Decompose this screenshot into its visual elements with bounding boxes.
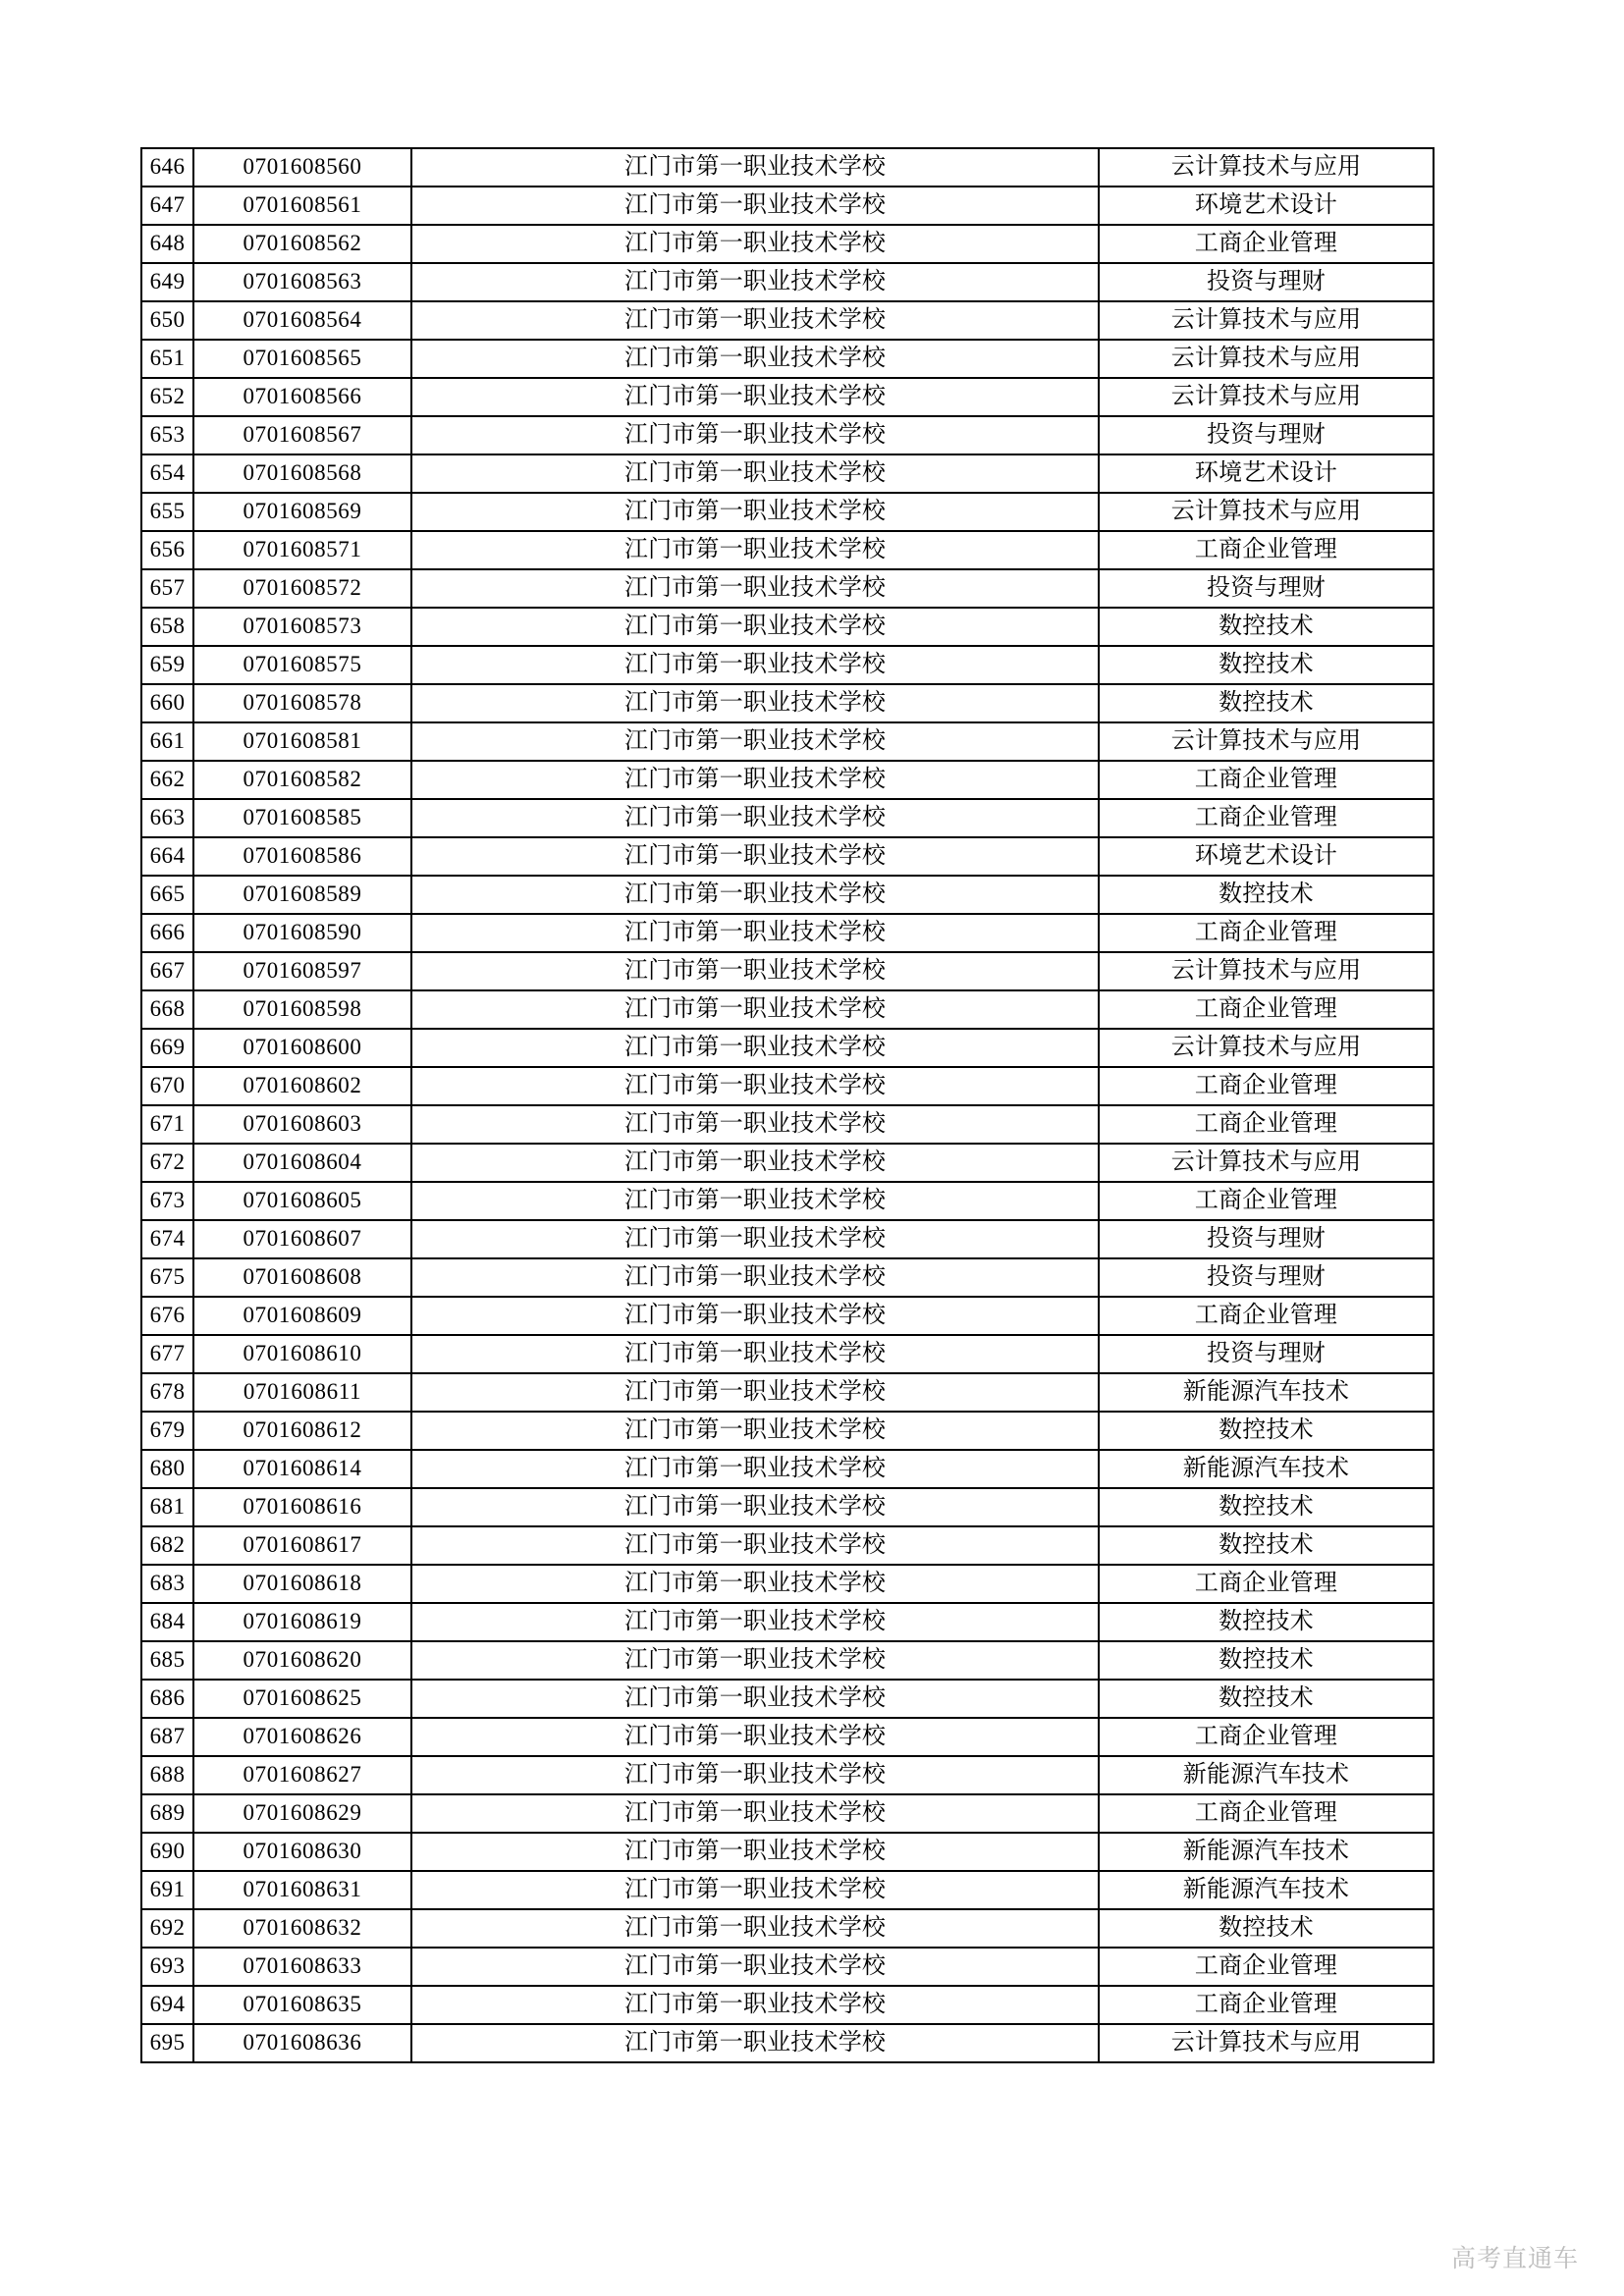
cell-sequence-number: 681 xyxy=(141,1488,193,1526)
cell-major-name: 工商企业管理 xyxy=(1099,1718,1434,1756)
cell-sequence-number: 695 xyxy=(141,2024,193,2062)
cell-major-name: 环境艺术设计 xyxy=(1099,454,1434,493)
table-row xyxy=(141,1450,1434,1488)
cell-candidate-id: 0701608581 xyxy=(193,722,411,761)
cell-school-name: 江门市第一职业技术学校 xyxy=(411,1373,1099,1412)
cell-major-name: 云计算技术与应用 xyxy=(1099,378,1434,416)
cell-major-name: 投资与理财 xyxy=(1099,1335,1434,1373)
cell-sequence-number: 648 xyxy=(141,225,193,263)
table-row xyxy=(141,684,1434,722)
cell-school-name: 江门市第一职业技术学校 xyxy=(411,148,1099,187)
cell-sequence-number: 669 xyxy=(141,1029,193,1067)
table-row xyxy=(141,1412,1434,1450)
cell-school-name: 江门市第一职业技术学校 xyxy=(411,1450,1099,1488)
cell-school-name: 江门市第一职业技术学校 xyxy=(411,378,1099,416)
table-row xyxy=(141,1794,1434,1833)
table-row xyxy=(141,1565,1434,1603)
cell-candidate-id: 0701608562 xyxy=(193,225,411,263)
cell-school-name: 江门市第一职业技术学校 xyxy=(411,1909,1099,1948)
table-row xyxy=(141,493,1434,531)
cell-sequence-number: 679 xyxy=(141,1412,193,1450)
cell-candidate-id: 0701608618 xyxy=(193,1565,411,1603)
cell-candidate-id: 0701608575 xyxy=(193,646,411,684)
cell-candidate-id: 0701608627 xyxy=(193,1756,411,1794)
cell-school-name: 江门市第一职业技术学校 xyxy=(411,990,1099,1029)
table-row xyxy=(141,531,1434,569)
cell-major-name: 工商企业管理 xyxy=(1099,1182,1434,1220)
cell-major-name: 新能源汽车技术 xyxy=(1099,1756,1434,1794)
cell-school-name: 江门市第一职业技术学校 xyxy=(411,684,1099,722)
cell-sequence-number: 690 xyxy=(141,1833,193,1871)
cell-major-name: 数控技术 xyxy=(1099,876,1434,914)
cell-sequence-number: 682 xyxy=(141,1526,193,1565)
cell-school-name: 江门市第一职业技术学校 xyxy=(411,799,1099,837)
cell-candidate-id: 0701608569 xyxy=(193,493,411,531)
cell-major-name: 工商企业管理 xyxy=(1099,225,1434,263)
cell-candidate-id: 0701608561 xyxy=(193,187,411,225)
cell-major-name: 数控技术 xyxy=(1099,1641,1434,1680)
table-row xyxy=(141,1680,1434,1718)
cell-school-name: 江门市第一职业技术学校 xyxy=(411,531,1099,569)
cell-major-name: 工商企业管理 xyxy=(1099,1986,1434,2024)
cell-sequence-number: 654 xyxy=(141,454,193,493)
cell-candidate-id: 0701608633 xyxy=(193,1948,411,1986)
cell-candidate-id: 0701608602 xyxy=(193,1067,411,1105)
cell-school-name: 江门市第一职业技术学校 xyxy=(411,1029,1099,1067)
cell-major-name: 工商企业管理 xyxy=(1099,531,1434,569)
cell-candidate-id: 0701608586 xyxy=(193,837,411,876)
table-row xyxy=(141,1029,1434,1067)
table-row xyxy=(141,1871,1434,1909)
cell-sequence-number: 664 xyxy=(141,837,193,876)
cell-school-name: 江门市第一职业技术学校 xyxy=(411,952,1099,990)
cell-major-name: 云计算技术与应用 xyxy=(1099,722,1434,761)
cell-school-name: 江门市第一职业技术学校 xyxy=(411,493,1099,531)
cell-sequence-number: 691 xyxy=(141,1871,193,1909)
cell-candidate-id: 0701608614 xyxy=(193,1450,411,1488)
cell-school-name: 江门市第一职业技术学校 xyxy=(411,1986,1099,2024)
cell-sequence-number: 665 xyxy=(141,876,193,914)
table-row xyxy=(141,1986,1434,2024)
cell-school-name: 江门市第一职业技术学校 xyxy=(411,646,1099,684)
cell-sequence-number: 677 xyxy=(141,1335,193,1373)
cell-school-name: 江门市第一职业技术学校 xyxy=(411,1105,1099,1144)
cell-candidate-id: 0701608616 xyxy=(193,1488,411,1526)
cell-major-name: 工商企业管理 xyxy=(1099,1948,1434,1986)
table-row xyxy=(141,1105,1434,1144)
cell-sequence-number: 659 xyxy=(141,646,193,684)
cell-major-name: 云计算技术与应用 xyxy=(1099,1144,1434,1182)
table-row xyxy=(141,1909,1434,1948)
cell-major-name: 云计算技术与应用 xyxy=(1099,301,1434,340)
table-row xyxy=(141,1182,1434,1220)
cell-school-name: 江门市第一职业技术学校 xyxy=(411,225,1099,263)
cell-candidate-id: 0701608611 xyxy=(193,1373,411,1412)
cell-sequence-number: 655 xyxy=(141,493,193,531)
cell-sequence-number: 692 xyxy=(141,1909,193,1948)
cell-major-name: 工商企业管理 xyxy=(1099,1067,1434,1105)
cell-school-name: 江门市第一职业技术学校 xyxy=(411,1794,1099,1833)
cell-sequence-number: 656 xyxy=(141,531,193,569)
cell-candidate-id: 0701608585 xyxy=(193,799,411,837)
table-row xyxy=(141,263,1434,301)
cell-major-name: 工商企业管理 xyxy=(1099,1794,1434,1833)
cell-candidate-id: 0701608597 xyxy=(193,952,411,990)
cell-sequence-number: 651 xyxy=(141,340,193,378)
cell-candidate-id: 0701608571 xyxy=(193,531,411,569)
cell-school-name: 江门市第一职业技术学校 xyxy=(411,187,1099,225)
admission-roster-table xyxy=(140,147,1435,2063)
cell-candidate-id: 0701608582 xyxy=(193,761,411,799)
table-row xyxy=(141,876,1434,914)
cell-sequence-number: 657 xyxy=(141,569,193,608)
cell-sequence-number: 680 xyxy=(141,1450,193,1488)
cell-candidate-id: 0701608598 xyxy=(193,990,411,1029)
cell-school-name: 江门市第一职业技术学校 xyxy=(411,2024,1099,2062)
cell-major-name: 工商企业管理 xyxy=(1099,799,1434,837)
table-row xyxy=(141,225,1434,263)
cell-candidate-id: 0701608578 xyxy=(193,684,411,722)
roster-table-container xyxy=(140,147,1433,2063)
cell-candidate-id: 0701608608 xyxy=(193,1258,411,1297)
cell-school-name: 江门市第一职业技术学校 xyxy=(411,1067,1099,1105)
table-row xyxy=(141,340,1434,378)
table-row xyxy=(141,1258,1434,1297)
table-row xyxy=(141,914,1434,952)
table-row xyxy=(141,1948,1434,1986)
cell-major-name: 工商企业管理 xyxy=(1099,990,1434,1029)
cell-school-name: 江门市第一职业技术学校 xyxy=(411,416,1099,454)
cell-sequence-number: 678 xyxy=(141,1373,193,1412)
cell-sequence-number: 649 xyxy=(141,263,193,301)
cell-school-name: 江门市第一职业技术学校 xyxy=(411,1833,1099,1871)
cell-candidate-id: 0701608630 xyxy=(193,1833,411,1871)
cell-candidate-id: 0701608573 xyxy=(193,608,411,646)
cell-school-name: 江门市第一职业技术学校 xyxy=(411,1144,1099,1182)
cell-sequence-number: 653 xyxy=(141,416,193,454)
cell-candidate-id: 0701608605 xyxy=(193,1182,411,1220)
cell-sequence-number: 694 xyxy=(141,1986,193,2024)
cell-major-name: 新能源汽车技术 xyxy=(1099,1450,1434,1488)
cell-sequence-number: 666 xyxy=(141,914,193,952)
table-row xyxy=(141,1488,1434,1526)
table-row xyxy=(141,952,1434,990)
cell-major-name: 工商企业管理 xyxy=(1099,1565,1434,1603)
cell-sequence-number: 667 xyxy=(141,952,193,990)
cell-candidate-id: 0701608600 xyxy=(193,1029,411,1067)
cell-major-name: 数控技术 xyxy=(1099,1412,1434,1450)
cell-candidate-id: 0701608610 xyxy=(193,1335,411,1373)
cell-major-name: 数控技术 xyxy=(1099,1909,1434,1948)
table-row xyxy=(141,301,1434,340)
cell-major-name: 云计算技术与应用 xyxy=(1099,493,1434,531)
table-row xyxy=(141,1220,1434,1258)
table-row xyxy=(141,416,1434,454)
table-row xyxy=(141,378,1434,416)
cell-major-name: 数控技术 xyxy=(1099,1488,1434,1526)
table-row xyxy=(141,722,1434,761)
cell-sequence-number: 647 xyxy=(141,187,193,225)
cell-school-name: 江门市第一职业技术学校 xyxy=(411,1565,1099,1603)
cell-candidate-id: 0701608565 xyxy=(193,340,411,378)
cell-candidate-id: 0701608625 xyxy=(193,1680,411,1718)
cell-major-name: 新能源汽车技术 xyxy=(1099,1373,1434,1412)
cell-candidate-id: 0701608626 xyxy=(193,1718,411,1756)
cell-school-name: 江门市第一职业技术学校 xyxy=(411,761,1099,799)
cell-major-name: 投资与理财 xyxy=(1099,569,1434,608)
cell-major-name: 工商企业管理 xyxy=(1099,1297,1434,1335)
cell-sequence-number: 687 xyxy=(141,1718,193,1756)
cell-major-name: 数控技术 xyxy=(1099,1680,1434,1718)
table-row xyxy=(141,569,1434,608)
cell-major-name: 投资与理财 xyxy=(1099,416,1434,454)
table-row xyxy=(141,799,1434,837)
cell-major-name: 投资与理财 xyxy=(1099,1220,1434,1258)
cell-school-name: 江门市第一职业技术学校 xyxy=(411,722,1099,761)
cell-school-name: 江门市第一职业技术学校 xyxy=(411,914,1099,952)
table-row xyxy=(141,1335,1434,1373)
table-row xyxy=(141,1297,1434,1335)
cell-sequence-number: 670 xyxy=(141,1067,193,1105)
cell-candidate-id: 0701608568 xyxy=(193,454,411,493)
cell-major-name: 云计算技术与应用 xyxy=(1099,1029,1434,1067)
cell-school-name: 江门市第一职业技术学校 xyxy=(411,1641,1099,1680)
cell-candidate-id: 0701608607 xyxy=(193,1220,411,1258)
cell-major-name: 工商企业管理 xyxy=(1099,914,1434,952)
cell-candidate-id: 0701608619 xyxy=(193,1603,411,1641)
table-row xyxy=(141,1756,1434,1794)
table-row xyxy=(141,761,1434,799)
cell-major-name: 投资与理财 xyxy=(1099,1258,1434,1297)
table-row xyxy=(141,1833,1434,1871)
cell-major-name: 数控技术 xyxy=(1099,608,1434,646)
cell-school-name: 江门市第一职业技术学校 xyxy=(411,1948,1099,1986)
cell-candidate-id: 0701608620 xyxy=(193,1641,411,1680)
cell-school-name: 江门市第一职业技术学校 xyxy=(411,1871,1099,1909)
cell-school-name: 江门市第一职业技术学校 xyxy=(411,1603,1099,1641)
cell-school-name: 江门市第一职业技术学校 xyxy=(411,1297,1099,1335)
cell-sequence-number: 693 xyxy=(141,1948,193,1986)
table-row xyxy=(141,1718,1434,1756)
cell-school-name: 江门市第一职业技术学校 xyxy=(411,1526,1099,1565)
cell-candidate-id: 0701608629 xyxy=(193,1794,411,1833)
cell-sequence-number: 661 xyxy=(141,722,193,761)
cell-school-name: 江门市第一职业技术学校 xyxy=(411,876,1099,914)
cell-candidate-id: 0701608603 xyxy=(193,1105,411,1144)
cell-school-name: 江门市第一职业技术学校 xyxy=(411,1258,1099,1297)
cell-major-name: 工商企业管理 xyxy=(1099,1105,1434,1144)
cell-candidate-id: 0701608572 xyxy=(193,569,411,608)
cell-major-name: 环境艺术设计 xyxy=(1099,187,1434,225)
cell-school-name: 江门市第一职业技术学校 xyxy=(411,1680,1099,1718)
cell-sequence-number: 650 xyxy=(141,301,193,340)
cell-school-name: 江门市第一职业技术学校 xyxy=(411,1220,1099,1258)
cell-sequence-number: 688 xyxy=(141,1756,193,1794)
cell-sequence-number: 674 xyxy=(141,1220,193,1258)
cell-school-name: 江门市第一职业技术学校 xyxy=(411,1718,1099,1756)
table-row xyxy=(141,608,1434,646)
cell-major-name: 云计算技术与应用 xyxy=(1099,952,1434,990)
cell-school-name: 江门市第一职业技术学校 xyxy=(411,263,1099,301)
roster-table-body xyxy=(141,148,1434,2062)
cell-sequence-number: 663 xyxy=(141,799,193,837)
cell-sequence-number: 686 xyxy=(141,1680,193,1718)
cell-school-name: 江门市第一职业技术学校 xyxy=(411,1412,1099,1450)
cell-sequence-number: 660 xyxy=(141,684,193,722)
cell-major-name: 数控技术 xyxy=(1099,684,1434,722)
cell-major-name: 数控技术 xyxy=(1099,1603,1434,1641)
cell-major-name: 数控技术 xyxy=(1099,646,1434,684)
cell-sequence-number: 685 xyxy=(141,1641,193,1680)
cell-school-name: 江门市第一职业技术学校 xyxy=(411,1335,1099,1373)
cell-major-name: 新能源汽车技术 xyxy=(1099,1833,1434,1871)
table-row xyxy=(141,2024,1434,2062)
cell-sequence-number: 646 xyxy=(141,148,193,187)
cell-major-name: 环境艺术设计 xyxy=(1099,837,1434,876)
cell-candidate-id: 0701608564 xyxy=(193,301,411,340)
table-row xyxy=(141,646,1434,684)
cell-candidate-id: 0701608563 xyxy=(193,263,411,301)
cell-candidate-id: 0701608590 xyxy=(193,914,411,952)
cell-major-name: 云计算技术与应用 xyxy=(1099,2024,1434,2062)
cell-candidate-id: 0701608632 xyxy=(193,1909,411,1948)
cell-sequence-number: 676 xyxy=(141,1297,193,1335)
cell-candidate-id: 0701608617 xyxy=(193,1526,411,1565)
cell-candidate-id: 0701608631 xyxy=(193,1871,411,1909)
cell-candidate-id: 0701608589 xyxy=(193,876,411,914)
table-row xyxy=(141,148,1434,187)
table-row xyxy=(141,1641,1434,1680)
table-row xyxy=(141,1526,1434,1565)
cell-sequence-number: 658 xyxy=(141,608,193,646)
cell-school-name: 江门市第一职业技术学校 xyxy=(411,1182,1099,1220)
table-row xyxy=(141,990,1434,1029)
cell-sequence-number: 684 xyxy=(141,1603,193,1641)
table-row xyxy=(141,1373,1434,1412)
cell-school-name: 江门市第一职业技术学校 xyxy=(411,1756,1099,1794)
table-row xyxy=(141,454,1434,493)
cell-school-name: 江门市第一职业技术学校 xyxy=(411,301,1099,340)
cell-sequence-number: 671 xyxy=(141,1105,193,1144)
cell-school-name: 江门市第一职业技术学校 xyxy=(411,837,1099,876)
cell-candidate-id: 0701608604 xyxy=(193,1144,411,1182)
page-watermark: 高考直通车 xyxy=(1450,2245,1579,2272)
cell-major-name: 新能源汽车技术 xyxy=(1099,1871,1434,1909)
cell-candidate-id: 0701608609 xyxy=(193,1297,411,1335)
cell-candidate-id: 0701608566 xyxy=(193,378,411,416)
cell-sequence-number: 689 xyxy=(141,1794,193,1833)
cell-sequence-number: 662 xyxy=(141,761,193,799)
cell-sequence-number: 672 xyxy=(141,1144,193,1182)
cell-sequence-number: 668 xyxy=(141,990,193,1029)
cell-candidate-id: 0701608560 xyxy=(193,148,411,187)
cell-school-name: 江门市第一职业技术学校 xyxy=(411,569,1099,608)
cell-school-name: 江门市第一职业技术学校 xyxy=(411,340,1099,378)
cell-candidate-id: 0701608636 xyxy=(193,2024,411,2062)
cell-candidate-id: 0701608567 xyxy=(193,416,411,454)
cell-major-name: 投资与理财 xyxy=(1099,263,1434,301)
table-row xyxy=(141,187,1434,225)
cell-school-name: 江门市第一职业技术学校 xyxy=(411,1488,1099,1526)
table-row xyxy=(141,1144,1434,1182)
cell-major-name: 云计算技术与应用 xyxy=(1099,148,1434,187)
cell-school-name: 江门市第一职业技术学校 xyxy=(411,608,1099,646)
cell-major-name: 数控技术 xyxy=(1099,1526,1434,1565)
table-row xyxy=(141,837,1434,876)
table-row xyxy=(141,1067,1434,1105)
cell-sequence-number: 652 xyxy=(141,378,193,416)
cell-sequence-number: 673 xyxy=(141,1182,193,1220)
table-row xyxy=(141,1603,1434,1641)
cell-school-name: 江门市第一职业技术学校 xyxy=(411,454,1099,493)
cell-sequence-number: 683 xyxy=(141,1565,193,1603)
cell-candidate-id: 0701608612 xyxy=(193,1412,411,1450)
cell-major-name: 云计算技术与应用 xyxy=(1099,340,1434,378)
cell-sequence-number: 675 xyxy=(141,1258,193,1297)
cell-candidate-id: 0701608635 xyxy=(193,1986,411,2024)
cell-major-name: 工商企业管理 xyxy=(1099,761,1434,799)
